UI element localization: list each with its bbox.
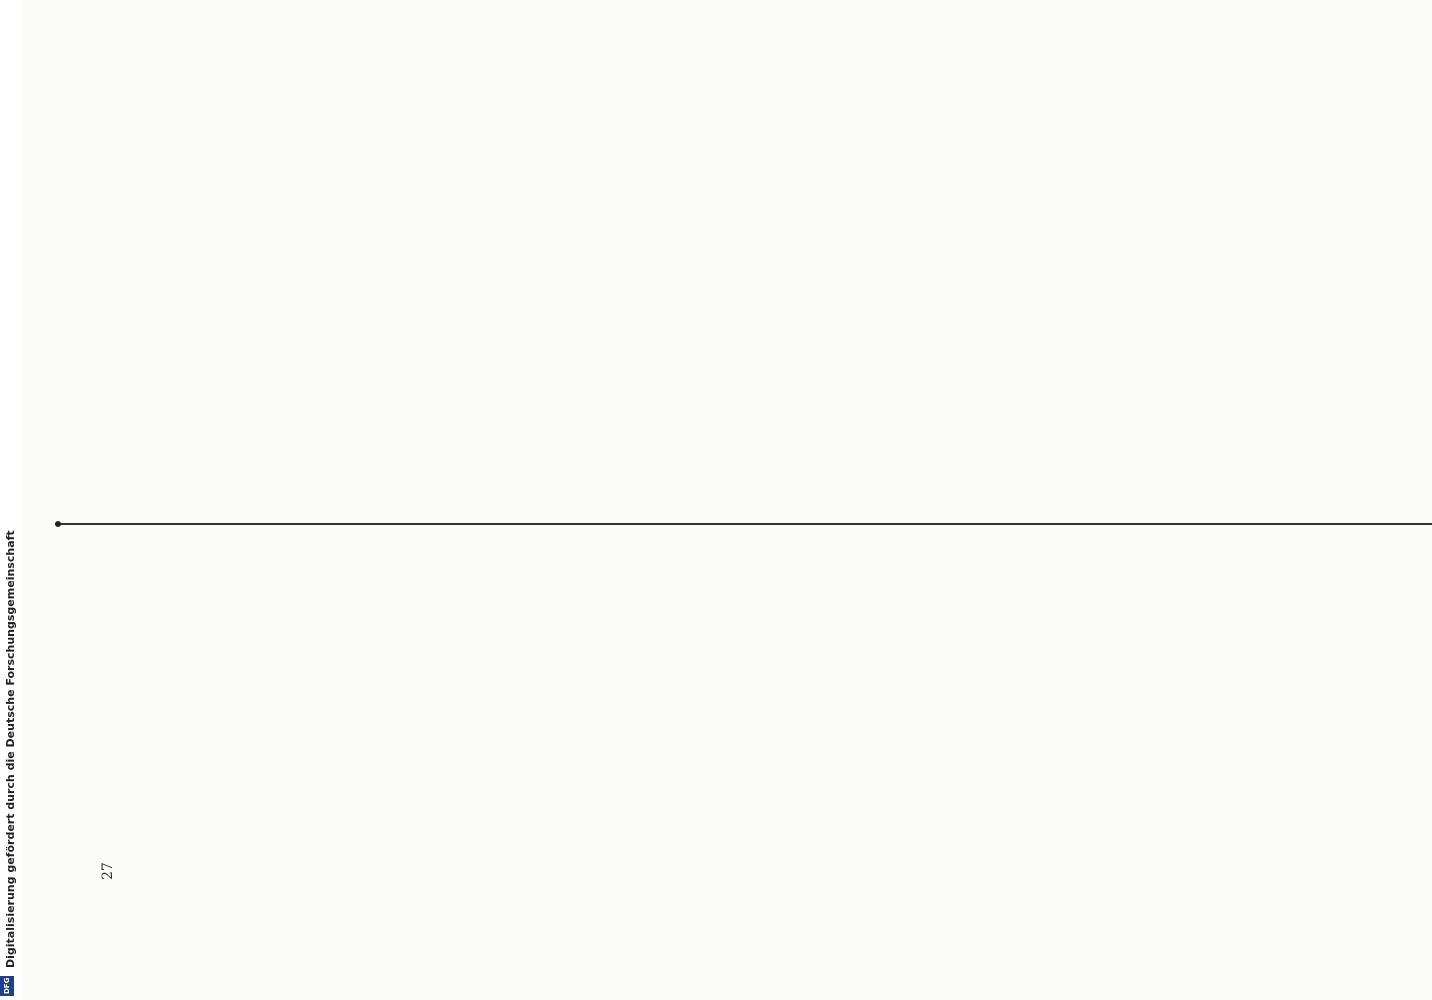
sheet-number: 27 xyxy=(100,862,116,880)
column-divider xyxy=(55,523,1432,525)
dfg-credit-text: Digitalisierung gefördert durch die Deutsche Forschungsgemeinschaft xyxy=(4,530,17,968)
dfg-logo-icon: DFG xyxy=(0,976,14,996)
